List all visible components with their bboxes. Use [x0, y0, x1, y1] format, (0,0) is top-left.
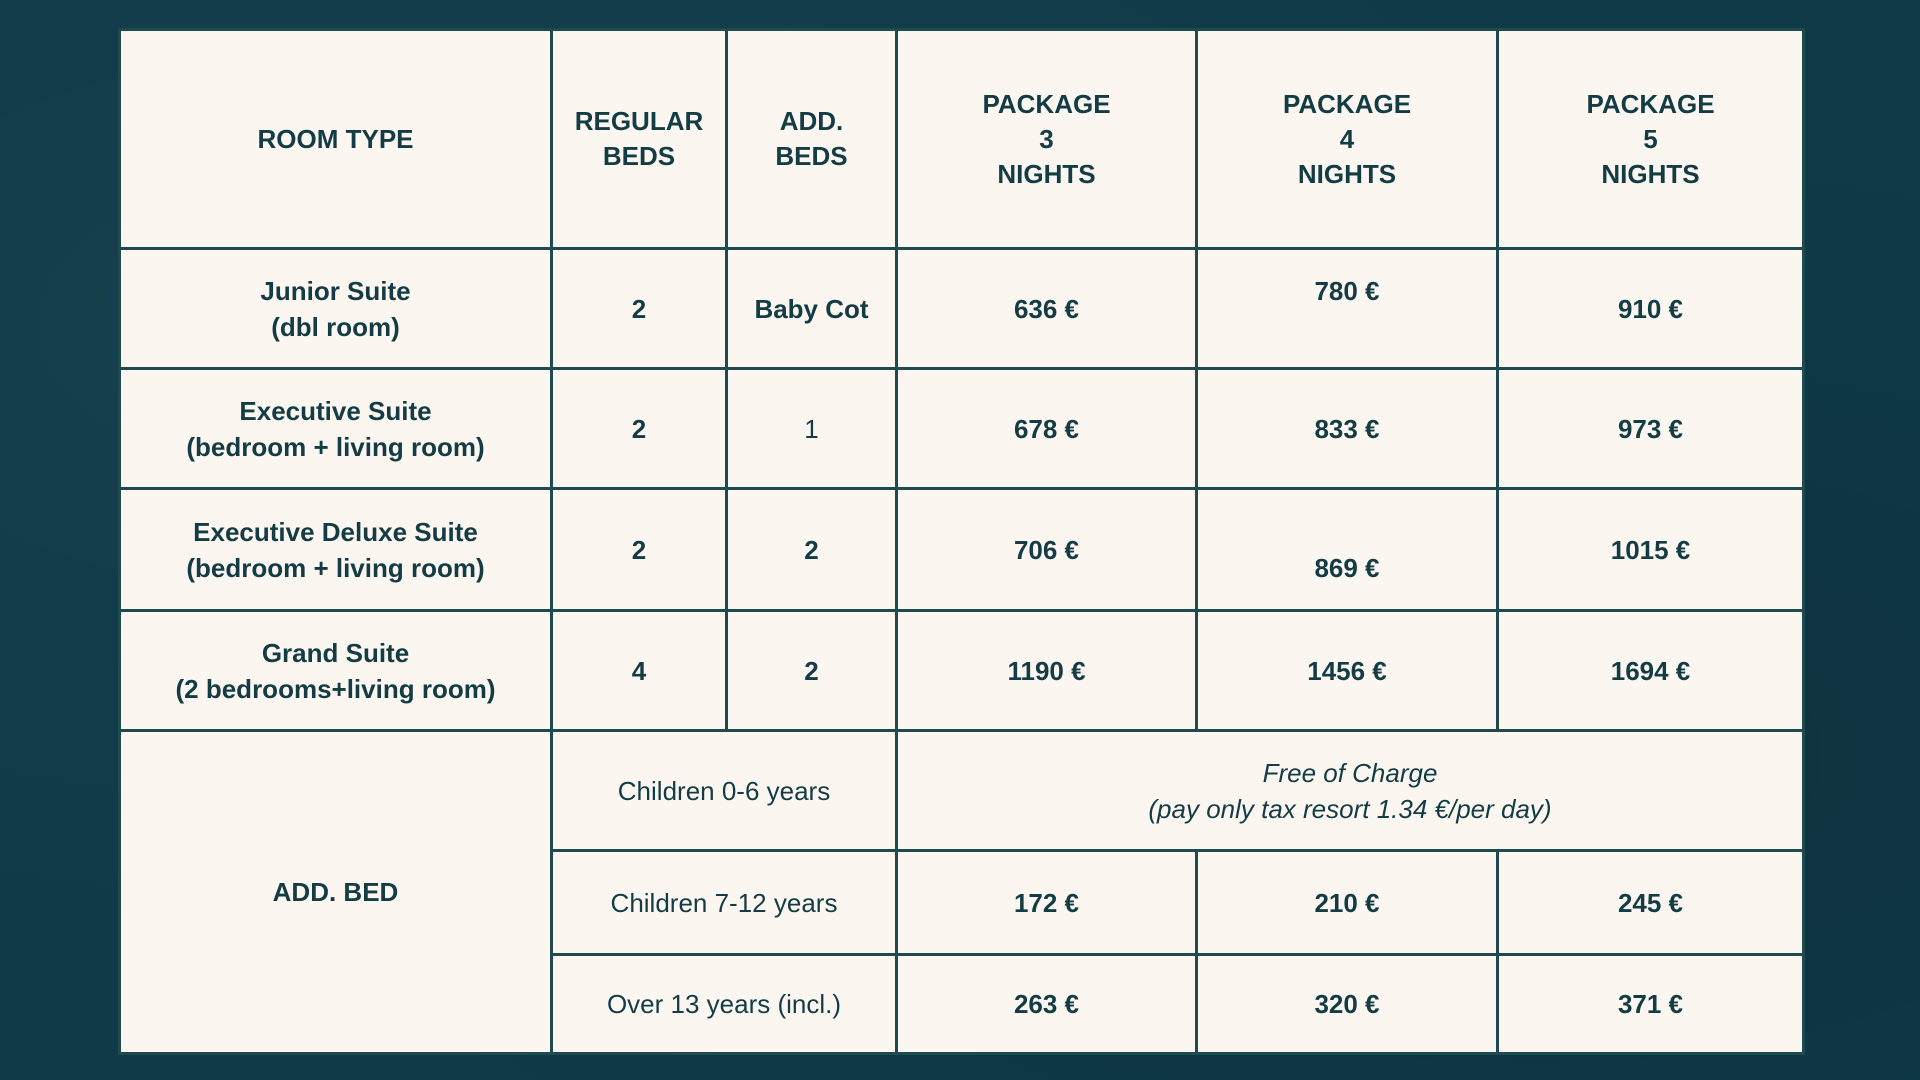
header-row [120, 30, 1804, 249]
pricing-table [118, 28, 1805, 1055]
room-row-junior-suite [120, 249, 1804, 369]
package-5-price: 910 € [1498, 249, 1804, 369]
header-add-beds: ADD. BEDS [727, 30, 897, 249]
regular-beds-value: 2 [552, 249, 727, 369]
add-beds-value: 1 [727, 369, 897, 489]
package-3-price: 636 € [897, 249, 1197, 369]
package-4-price: 833 € [1197, 369, 1498, 489]
package-5-price: 1015 € [1498, 489, 1804, 611]
package-3-price: 172 € [897, 851, 1197, 955]
regular-beds-value: 2 [552, 489, 727, 611]
age-group-label: Children 0-6 years [552, 731, 897, 851]
package-3-price: 678 € [897, 369, 1197, 489]
package-5-price: 245 € [1498, 851, 1804, 955]
add-beds-value: Baby Cot [727, 249, 897, 369]
package-3-price: 706 € [897, 489, 1197, 611]
room-name: Junior Suite (dbl room) [120, 249, 552, 369]
add-beds-value: 2 [727, 489, 897, 611]
add-beds-value: 2 [727, 611, 897, 731]
header-package-4-nights: PACKAGE 4 NIGHTS [1197, 30, 1498, 249]
header-room-type: ROOM TYPE [120, 30, 552, 249]
package-4-price: 869 € [1197, 489, 1498, 611]
header-package-3-nights: PACKAGE 3 NIGHTS [897, 30, 1197, 249]
package-3-price: 263 € [897, 955, 1197, 1054]
regular-beds-value: 4 [552, 611, 727, 731]
regular-beds-value: 2 [552, 369, 727, 489]
header-package-5-nights: PACKAGE 5 NIGHTS [1498, 30, 1804, 249]
age-group-label: Children 7-12 years [552, 851, 897, 955]
package-5-price: 371 € [1498, 955, 1804, 1054]
room-row-executive-suite [120, 369, 1804, 489]
header-regular-beds: REGULAR BEDS [552, 30, 727, 249]
room-name: Executive Suite (bedroom + living room) [120, 369, 552, 489]
room-name: Grand Suite (2 bedrooms+living room) [120, 611, 552, 731]
package-4-price: 320 € [1197, 955, 1498, 1054]
add-bed-row-children-0-6 [120, 731, 1804, 851]
package-5-price: 1694 € [1498, 611, 1804, 731]
free-of-charge-note: Free of Charge (pay only tax resort 1.34 €/per day) [897, 731, 1804, 851]
package-4-price: 780 € [1197, 249, 1498, 369]
package-4-price: 210 € [1197, 851, 1498, 955]
package-3-price: 1190 € [897, 611, 1197, 731]
room-row-grand-suite [120, 611, 1804, 731]
room-name: Executive Deluxe Suite (bedroom + living room) [120, 489, 552, 611]
add-bed-label: ADD. BED [120, 731, 552, 1054]
age-group-label: Over 13 years (incl.) [552, 955, 897, 1054]
package-5-price: 973 € [1498, 369, 1804, 489]
package-4-price: 1456 € [1197, 611, 1498, 731]
room-row-executive-deluxe-suite [120, 489, 1804, 611]
